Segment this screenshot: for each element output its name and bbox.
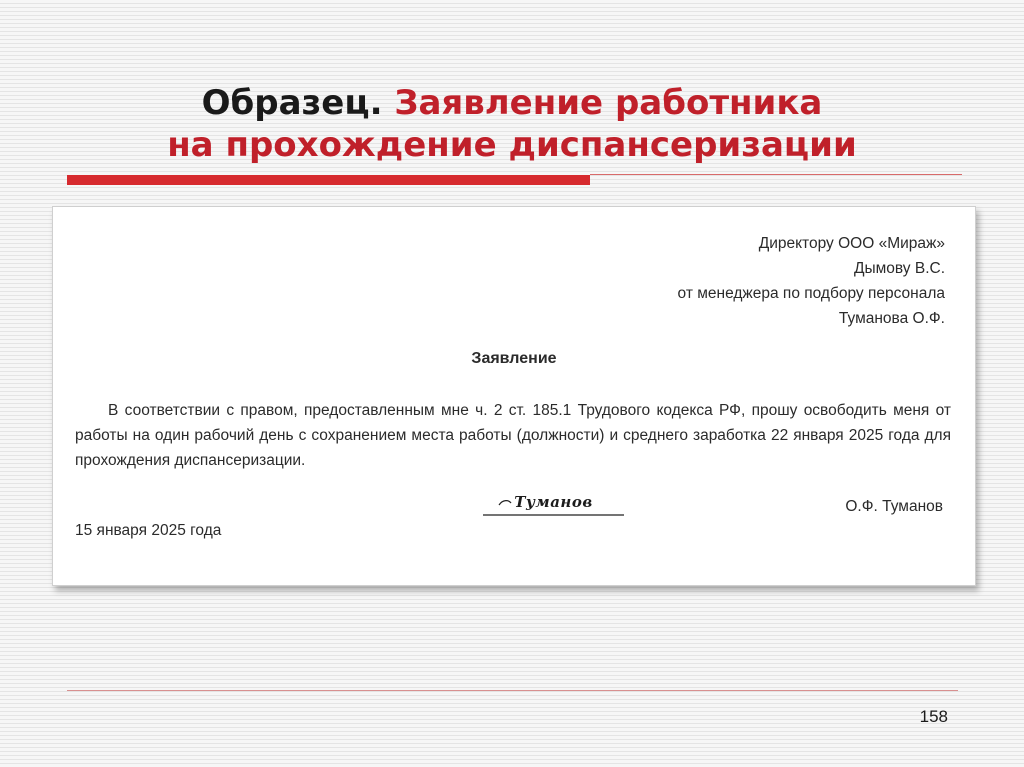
addressee-line-1: Директору ООО «Мираж» — [758, 235, 945, 252]
addressee-line-2: Дымову В.С. — [853, 260, 945, 277]
title-underline-thin — [590, 174, 962, 175]
title-accent-2: на прохождение диспансеризации — [167, 125, 857, 165]
page-number: 158 — [919, 707, 948, 726]
title-prefix: Образец. — [201, 83, 383, 123]
title-underline-bar — [67, 175, 590, 185]
signature-text: Туманов — [514, 493, 593, 511]
document-heading: Заявление — [471, 350, 557, 367]
document-date: 15 января 2025 года — [75, 522, 222, 539]
signer-name: О.Ф. Туманов — [845, 498, 943, 515]
addressee-block — [678, 231, 945, 331]
document-body: В соответствии с правом, предоставленным мне ч. 2 ст. 185.1 Трудового кодекса РФ, прошу освободить меня от работы на один рабочий день с сохранением места работы (должности) и среднего заработка 22 января 2025 года для прохождения диспансеризации. — [75, 402, 951, 469]
title-accent-1: Заявление работника — [394, 83, 823, 123]
addressee-line-3: от менеджера по подбору персонала — [677, 285, 945, 302]
footer-divider — [67, 690, 958, 691]
document-sheet — [52, 206, 976, 586]
addressee-line-4: Туманова О.Ф. — [838, 310, 945, 327]
slide-title-line-1 — [0, 82, 1024, 124]
slide-title — [0, 82, 1024, 166]
signature — [481, 491, 626, 519]
